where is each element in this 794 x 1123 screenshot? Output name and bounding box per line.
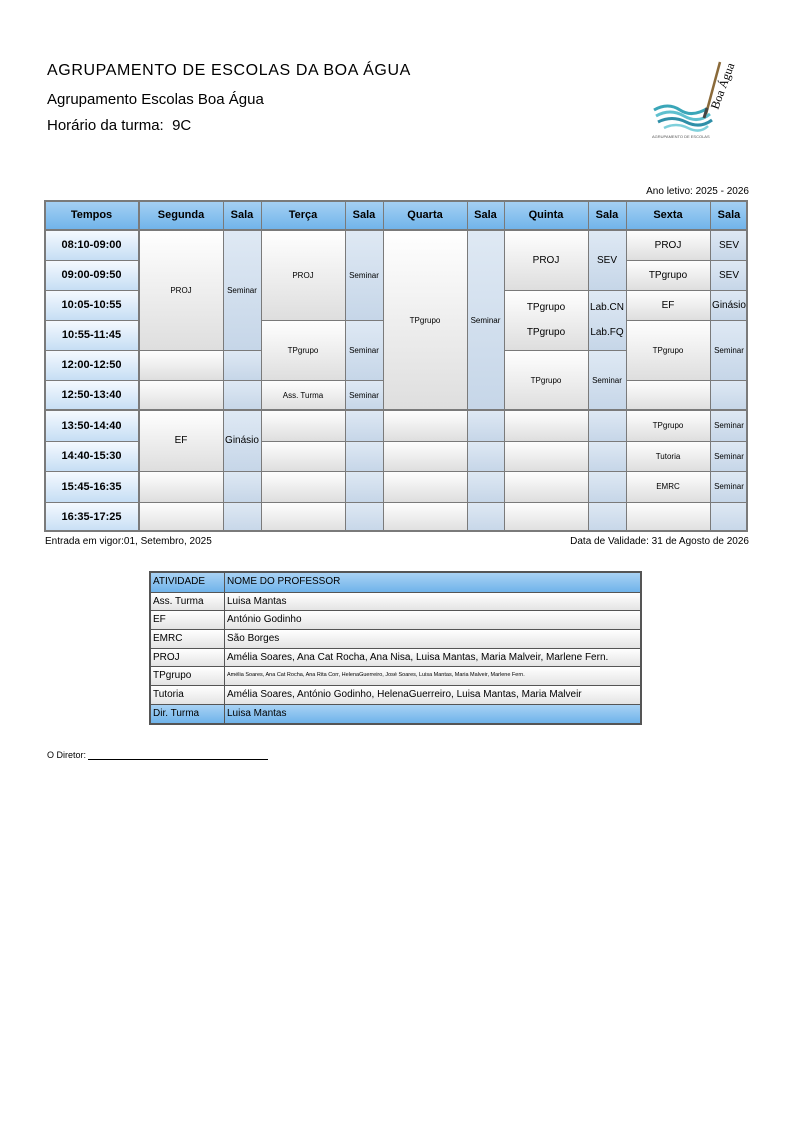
empty-cell: [345, 441, 383, 471]
col-header-sexta: Sexta: [626, 200, 710, 230]
col-header-terca: Terça: [261, 200, 345, 230]
col-header-sala: Sala: [588, 200, 626, 230]
director-label: O Diretor:: [47, 750, 87, 760]
grid-line: [44, 290, 139, 291]
grid-line: [504, 350, 626, 351]
legend-footer-row: [151, 704, 640, 723]
legend-activity: EMRC: [151, 630, 225, 648]
school-year: Ano letivo: 2025 - 2026: [646, 186, 749, 197]
empty-cell: [588, 502, 626, 532]
lesson-quinta-tpgrupo-b: TPgrupo: [526, 327, 566, 338]
empty-cell: [504, 502, 588, 532]
teachers-legend-table: [149, 571, 642, 725]
empty-cell: [383, 502, 467, 532]
time-slot: 10:55-11:45: [44, 320, 139, 350]
room-terca-tpgrupo: Seminar: [345, 320, 383, 380]
grid-line: [44, 530, 748, 532]
class-line: [47, 117, 191, 134]
empty-cell: [467, 410, 504, 441]
grid-line: [138, 200, 140, 532]
legend-row: [151, 592, 640, 611]
grid-line: [44, 229, 748, 231]
grid-line: [710, 200, 711, 532]
time-slot: 15:45-16:35: [44, 471, 139, 502]
time-slot: 10:05-10:55: [44, 290, 139, 320]
grid-line: [626, 380, 748, 381]
lesson-quinta-tpgrupo-pair: [504, 290, 588, 350]
legend-row: [151, 685, 640, 704]
grid-line: [626, 320, 748, 321]
lesson-sexta-tpgrupo-b: TPgrupo: [626, 320, 710, 380]
grid-line: [261, 502, 748, 503]
legend-teacher: Luisa Mantas: [227, 595, 287, 607]
room-quinta-lab-cn: Lab.CN: [590, 302, 624, 313]
grid-line: [261, 441, 748, 442]
legend-teacher: António Godinho: [227, 614, 302, 626]
grid-line: [44, 502, 139, 503]
legend-row: [151, 648, 640, 667]
empty-cell: [223, 350, 261, 380]
lesson-segunda-ef: EF: [139, 410, 223, 471]
room-segunda-ef: Ginásio: [223, 410, 261, 471]
empty-cell: [467, 441, 504, 471]
legend-teacher: Amélia Soares, António Godinho, HelenaGuerreiro, Luisa Mantas, Maria Malveir: [227, 689, 582, 701]
room-quinta-tpgrupo-c: Seminar: [588, 350, 626, 410]
legend-row: [151, 666, 640, 685]
school-subtitle: Agrupamento Escolas Boa Água: [47, 91, 264, 108]
legend-activity: Tutoria: [151, 686, 225, 704]
room-sexta-tutoria: Seminar: [710, 441, 748, 471]
empty-cell: [223, 471, 261, 502]
time-slot: 08:10-09:00: [44, 230, 139, 260]
col-header-tempos: Tempos: [44, 200, 139, 230]
room-quarta-tpgrupo: Seminar: [467, 230, 504, 410]
room-segunda-proj: Seminar: [223, 230, 261, 350]
lesson-quinta-tpgrupo-a: TPgrupo: [526, 302, 566, 313]
lesson-sexta-proj: PROJ: [626, 230, 710, 260]
legend-teacher: Luisa Mantas: [227, 707, 287, 719]
empty-cell: [345, 502, 383, 532]
grid-line: [139, 502, 261, 503]
lesson-sexta-tpgrupo-c: TPgrupo: [626, 410, 710, 441]
room-sexta-tpgrupo-a: SEV: [710, 260, 748, 290]
empty-cell: [261, 410, 345, 441]
grid-line: [139, 380, 261, 381]
grid-line: [345, 200, 346, 532]
legend-teacher: São Borges: [227, 633, 280, 645]
grid-line: [467, 200, 468, 532]
empty-cell: [139, 502, 223, 532]
lesson-terca-tpgrupo: TPgrupo: [261, 320, 345, 380]
grid-line: [44, 350, 139, 351]
legend-activity: EF: [151, 611, 225, 629]
empty-cell: [261, 441, 345, 471]
time-slot: 09:00-09:50: [44, 260, 139, 290]
lesson-sexta-tpgrupo-a: TPgrupo: [626, 260, 710, 290]
legend-header-activity: ATIVIDADE: [151, 573, 225, 592]
grid-line: [626, 200, 627, 532]
logo-text: Boa Água: [707, 60, 738, 112]
col-header-segunda: Segunda: [139, 200, 223, 230]
grid-line: [261, 200, 262, 532]
grid-line: [588, 200, 589, 532]
legend-activity: PROJ: [151, 649, 225, 667]
grid-line: [504, 290, 626, 291]
grid-line: [383, 200, 384, 532]
grid-line: [223, 200, 224, 532]
col-header-quarta: Quarta: [383, 200, 467, 230]
empty-cell: [626, 502, 710, 532]
room-quinta-lab-fq: Lab.FQ: [590, 327, 624, 338]
empty-cell: [345, 471, 383, 502]
empty-cell: [710, 502, 748, 532]
class-value: 9C: [172, 117, 192, 134]
grid-line: [44, 200, 748, 202]
empty-cell: [261, 471, 345, 502]
grid-line: [261, 471, 748, 472]
school-logo-icon: [650, 58, 745, 140]
col-header-sala: Sala: [345, 200, 383, 230]
valid-from: Entrada em vigor:01, Setembro, 2025: [45, 536, 212, 547]
lesson-sexta-emrc: EMRC: [626, 471, 710, 502]
lesson-quarta-tpgrupo: TPgrupo: [383, 230, 467, 410]
grid-line: [44, 320, 139, 321]
grid-line: [626, 290, 748, 291]
lesson-quinta-proj: PROJ: [504, 230, 588, 290]
empty-cell: [223, 380, 261, 410]
grid-line: [746, 200, 748, 532]
room-sexta-proj: SEV: [710, 230, 748, 260]
legend-row: [151, 610, 640, 629]
legend-header-teacher: NOME DO PROFESSOR: [227, 576, 341, 587]
valid-until: Data de Validade: 31 de Agosto de 2026: [570, 536, 749, 547]
lesson-segunda-proj: PROJ: [139, 230, 223, 350]
grid-line: [139, 471, 261, 472]
empty-cell: [383, 441, 467, 471]
legend-teacher: Amélia Soares, Ana Cat Rocha, Ana Nisa, Luisa Mantas, Maria Malveir, Marlene Fern.: [227, 651, 609, 663]
logo-caption: AGRUPAMENTO DE ESCOLAS: [652, 134, 710, 139]
director-signature: [47, 750, 268, 760]
class-label: Horário da turma:: [47, 117, 164, 134]
lesson-sexta-tutoria: Tutoria: [626, 441, 710, 471]
empty-cell: [504, 441, 588, 471]
empty-cell: [504, 471, 588, 502]
room-sexta-tpgrupo-c: Seminar: [710, 410, 748, 441]
empty-cell: [467, 471, 504, 502]
legend-header-row: [151, 573, 640, 592]
time-slot: 12:00-12:50: [44, 350, 139, 380]
room-quinta-tpgrupo-pair: [588, 290, 626, 350]
empty-cell: [588, 441, 626, 471]
grid-line: [626, 260, 748, 261]
empty-cell: [139, 471, 223, 502]
grid-line: [139, 350, 261, 351]
legend-row: [151, 629, 640, 648]
empty-cell: [626, 380, 710, 410]
lesson-terca-proj: PROJ: [261, 230, 345, 320]
empty-cell: [588, 471, 626, 502]
empty-cell: [139, 380, 223, 410]
room-sexta-emrc: Seminar: [710, 471, 748, 502]
col-header-sala: Sala: [467, 200, 504, 230]
legend-activity: Ass. Turma: [151, 593, 225, 611]
empty-cell: [383, 410, 467, 441]
empty-cell: [139, 350, 223, 380]
legend-activity: Dir. Turma: [151, 705, 225, 723]
lesson-quinta-tpgrupo-c: TPgrupo: [504, 350, 588, 410]
time-slot: 13:50-14:40: [44, 410, 139, 441]
signature-line: [88, 751, 268, 760]
grid-line: [44, 441, 139, 442]
legend-activity: TPgrupo: [151, 667, 225, 685]
time-slot: 14:40-15:30: [44, 441, 139, 471]
empty-cell: [223, 502, 261, 532]
col-header-sala: Sala: [710, 200, 748, 230]
room-terca-ass-turma: Seminar: [345, 380, 383, 410]
room-terca-proj: Seminar: [345, 230, 383, 320]
empty-cell: [261, 502, 345, 532]
empty-cell: [710, 380, 748, 410]
grid-line: [504, 200, 505, 532]
col-header-sala: Sala: [223, 200, 261, 230]
grid-line: [261, 320, 383, 321]
lesson-sexta-ef: EF: [626, 290, 710, 320]
room-quinta-proj: SEV: [588, 230, 626, 290]
lesson-terca-ass-turma: Ass. Turma: [261, 380, 345, 410]
room-sexta-tpgrupo-b: Seminar: [710, 320, 748, 380]
empty-cell: [504, 410, 588, 441]
empty-cell: [467, 502, 504, 532]
grid-line: [261, 380, 383, 381]
legend-teacher: Amélia Soares, Ana Cat Rocha, Ana Rita Corr, HelenaGuerreiro, José Soares, Luisa Mantas, Maria Malveir, Marlene Fern.: [227, 672, 525, 679]
empty-cell: [383, 471, 467, 502]
col-header-quinta: Quinta: [504, 200, 588, 230]
schedule-table: [44, 200, 748, 532]
grid-line: [44, 471, 139, 472]
room-sexta-ef: Ginásio: [710, 290, 748, 320]
empty-cell: [588, 410, 626, 441]
time-slot: 16:35-17:25: [44, 502, 139, 532]
time-slot: 12:50-13:40: [44, 380, 139, 410]
grid-line: [44, 200, 46, 532]
empty-cell: [345, 410, 383, 441]
grid-line: [44, 380, 139, 381]
grid-line: [44, 409, 748, 411]
grid-line: [44, 260, 139, 261]
school-name: AGRUPAMENTO DE ESCOLAS DA BOA ÁGUA: [47, 62, 411, 79]
